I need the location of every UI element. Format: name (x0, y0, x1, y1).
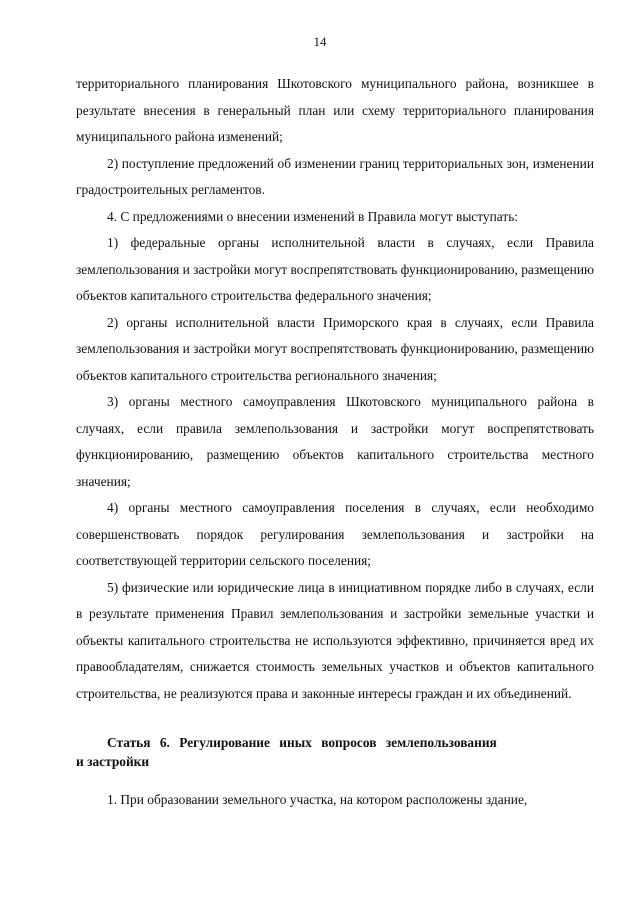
paragraph-item-5: 5) физические или юридические лица в инициативном порядке либо в случаях, если в результате применения Правил землепользования и застройки земельные участки и объекты капитального строительства не используются эффективно, причиняется вред их правообладателям, снижается стоимость земельных участков и объектов капитального строительства, не реализуются права и законные интересы граждан и их объединений. (76, 579, 594, 701)
paragraph-item-2: 2) поступление предложений об изменении границ территориальных зон, изменении градостроительных регламентов. (76, 155, 594, 197)
paragraph-item-3: 3) органы местного самоуправления Шкотовского муниципального района в случаях, если правила землепользования и застройки могут воспрепятствовать функционированию, размещению объектов капитального строительства местного значения; (76, 394, 594, 489)
paragraph-item-1: 1) федеральные органы исполнительной власти в случаях, если Правила землепользования и застройки могут воспрепятствовать функционированию, размещению объектов капитального строительства федерального значения; (76, 235, 594, 303)
article-heading-line1: Статья 6. Регулирование иных вопросов землепользования (107, 735, 497, 750)
page-number: 14 (313, 34, 327, 49)
article-heading-line2: и застройки (76, 754, 150, 769)
paragraph-item-4: 4) органы местного самоуправления поселения в случаях, если необходимо совершенствовать порядок регулирования землепользования и застройки на соответствующей территории сельского поселения; (76, 500, 594, 568)
paragraph-continuation: территориального планирования Шкотовского муниципального района, возникшее в результате внесения в генеральный план или схему территориального планирования муниципального района изменений; (76, 76, 594, 144)
paragraph-item-2-regional: 2) органы исполнительной власти Приморского края в случаях, если Правила землепользования и застройки могут воспрепятствовать функционированию, размещению объектов капитального строительства регионального значения; (76, 314, 594, 383)
article-heading (76, 733, 594, 771)
paragraph-point-4: 4. С предложениями о внесении изменений в Правила могут выступать: (107, 208, 519, 224)
paragraph-article6-point-1: 1. При образовании земельного участка, на котором расположены здание, (107, 792, 528, 807)
document-body (76, 71, 594, 814)
